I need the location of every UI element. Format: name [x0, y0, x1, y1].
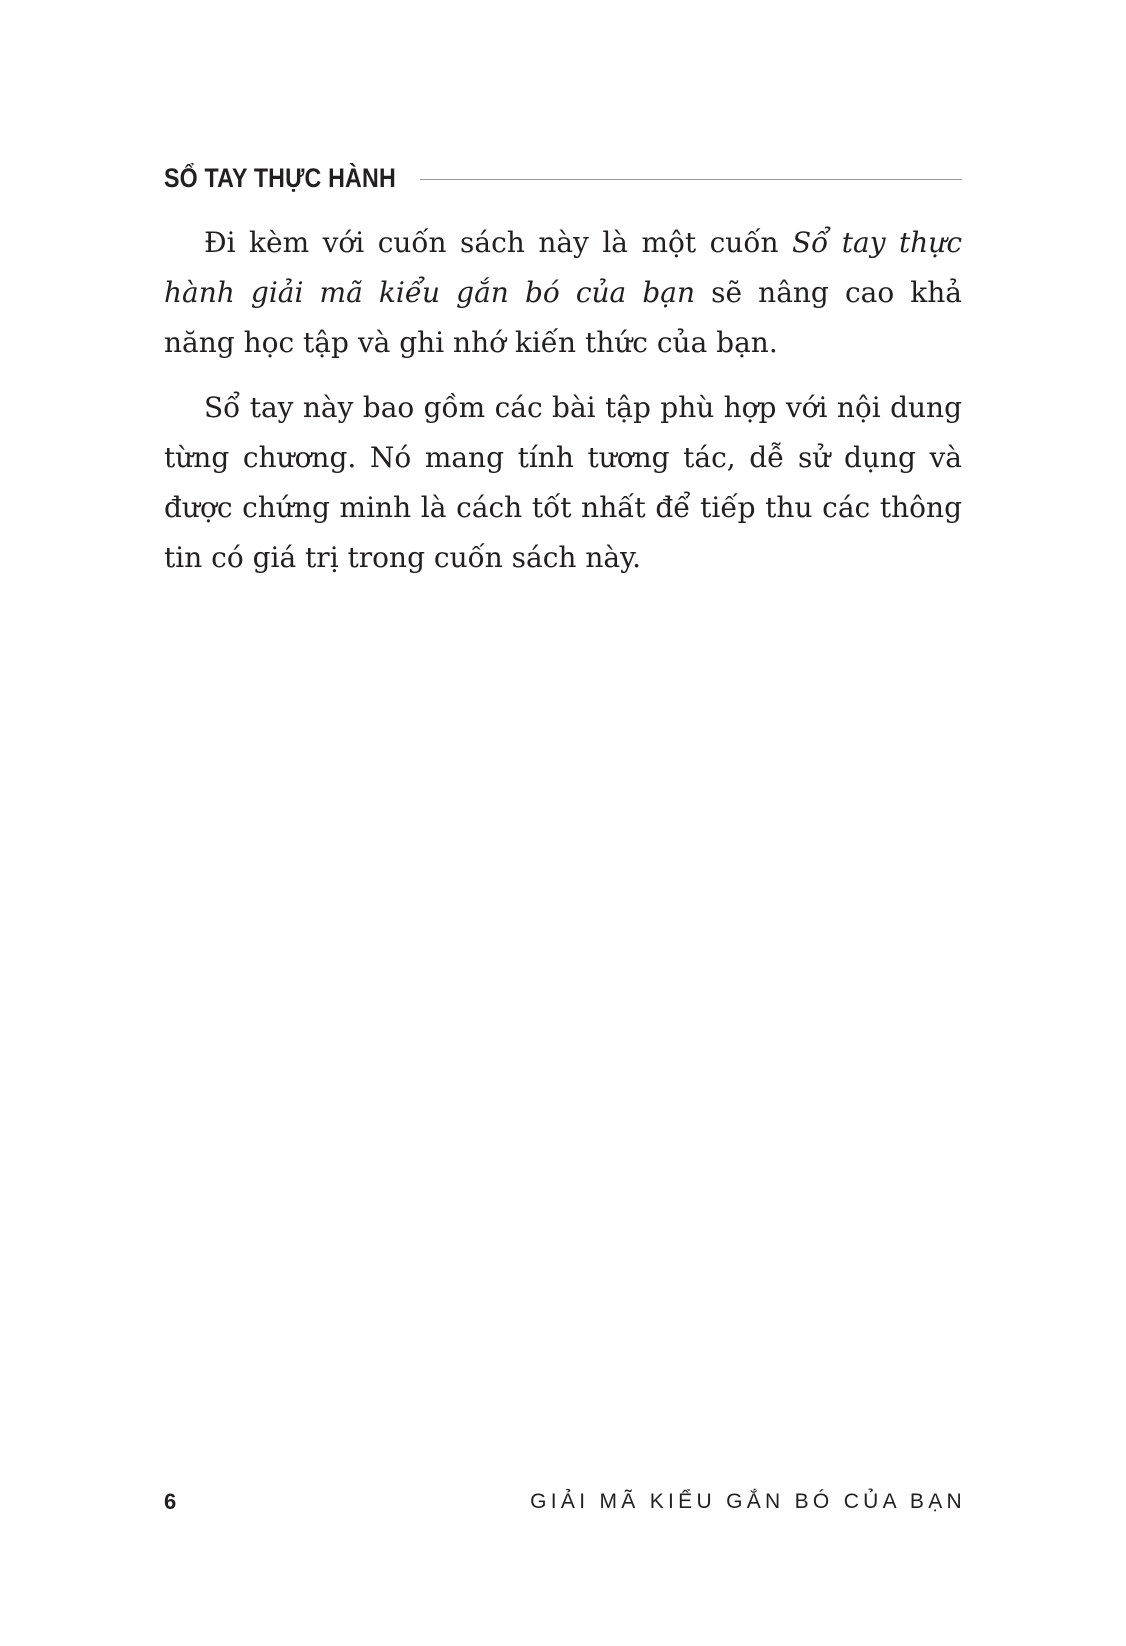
body-text: [164, 218, 962, 598]
workbook-title-italic: Sổ tay thực hành giải mã kiểu gắn bó của bạn: [164, 226, 962, 309]
section-divider-rule: [420, 179, 962, 180]
section-header: [164, 156, 962, 200]
paragraph-1-text-end: sẽ nâng cao khả năng học tập và ghi nhớ kiến thức của bạn.: [164, 276, 963, 359]
paragraph-2: Sổ tay này bao gồm các bài tập phù hợp với nội dung từng chương. Nó mang tính tương tác, dễ sử dụng và được chứng minh là cách tốt nhất để tiếp thu các thông tin có giá trị trong cuốn sách này.: [164, 391, 962, 574]
section-title: SỔ TAY THỰC HÀNH: [164, 162, 396, 193]
paragraph-1-text-start: Đi kèm với cuốn sách này là một cuốn: [204, 226, 792, 259]
page-footer: [164, 1487, 966, 1517]
page-number: 6: [164, 1489, 177, 1514]
paragraph-1: [164, 218, 962, 368]
running-title: GIẢI MÃ KIỂU GẮN BÓ CỦA BẠN: [530, 1490, 966, 1513]
